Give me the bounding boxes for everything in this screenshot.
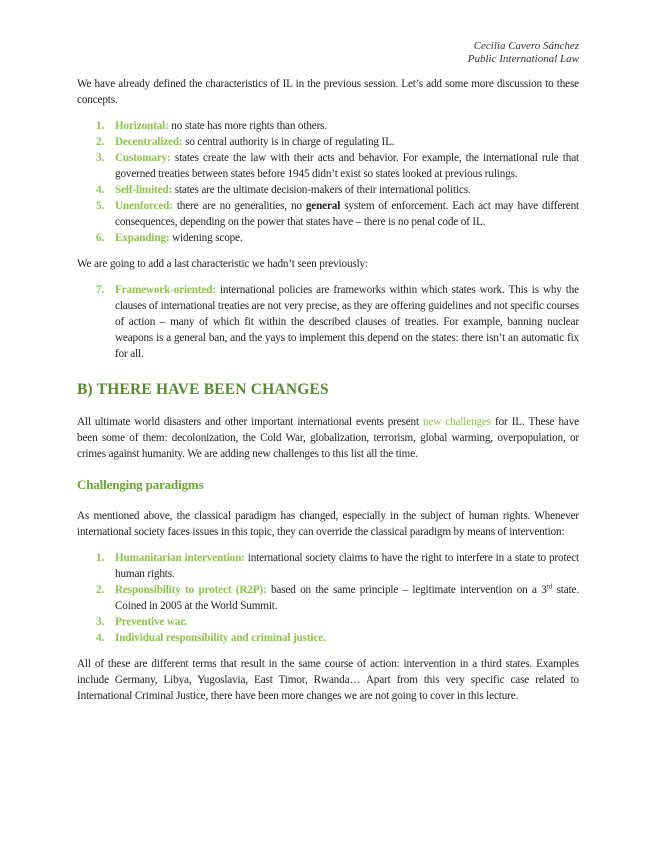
term-preventive-war: Preventive war. bbox=[115, 616, 187, 628]
term-r2p: Responsibility to protect (R2P): bbox=[115, 584, 267, 596]
list-item: 6. Expanding: widening scope. bbox=[96, 232, 243, 244]
add-intro-paragraph: We are going to add a last characteristic we hadn’t seen previously: bbox=[77, 258, 368, 270]
term-self-limited: Self-limited: bbox=[115, 184, 173, 196]
paradigms-list bbox=[77, 550, 579, 646]
paradigms-intro-paragraph: As mentioned above, the classical paradigm has changed, especially in the subject of human rights. Whenever international society faces issues in this topic, they can override the classical paradigm by means of intervention: bbox=[77, 510, 579, 538]
intro-paragraph: We have already defined the characteristics of IL in the previous session. Let’s add some more discussion to these concepts. bbox=[77, 78, 579, 106]
list-item: 1. Horizontal: no state has more rights than others. bbox=[96, 120, 328, 132]
page-header bbox=[468, 40, 579, 66]
list-item: 1. Humanitarian intervention: international society claims to have the right to interfere in a state to protect human rights. bbox=[96, 552, 579, 580]
term-decentralized: Decentralized: bbox=[115, 136, 183, 148]
new-challenges-highlight: new challenges bbox=[423, 416, 491, 428]
term-framework-oriented: Framework-oriented: bbox=[115, 284, 216, 296]
document-body bbox=[77, 76, 579, 704]
term-customary: Customary: bbox=[115, 152, 171, 164]
header-author: Cecilia Cavero Sánchez bbox=[473, 40, 579, 52]
term-humanitarian-intervention: Humanitarian intervention: bbox=[115, 552, 245, 564]
list-item: 2. Responsibility to protect (R2P): based on the same principle – legitimate intervention on a 3rd state. Coined in 2005 at the World Summit. bbox=[96, 582, 579, 612]
list-item: 4. Self-limited: states are the ultimate decision-makers of their international politics. bbox=[96, 184, 471, 196]
term-individual-responsibility: Individual responsibility and criminal justice. bbox=[115, 632, 326, 644]
list-item: 4. Individual responsibility and criminal justice. bbox=[96, 632, 326, 644]
list-item: 5. Unenforced: there are no generalities, no general system of enforcement. Each act may have different consequences, depending on the power that states have – there is no penal code of IL. bbox=[96, 200, 579, 228]
list-item: 3. Customary: states create the law with their acts and behavior. For example, the international rule that governed treaties between states before 1945 didn’t exist so states looked at previous rulings. bbox=[96, 152, 579, 180]
term-expanding: Expanding: bbox=[115, 232, 170, 244]
list-item: 3. Preventive war. bbox=[96, 616, 187, 628]
section-b-heading: B) THERE HAVE BEEN CHANGES bbox=[77, 381, 329, 398]
extra-characteristic-list bbox=[77, 282, 579, 362]
characteristics-list bbox=[77, 118, 579, 246]
closing-paragraph: All of these are different terms that result in the same course of action: intervention in a third states. Examples include Germany, Libya, Yugoslavia, East Timor, Rwanda… Apart from this very specific case related to International Criminal Justice, there have been more changes we are not going to cover in this lecture. bbox=[77, 658, 579, 702]
list-item: 7. Framework-oriented: international policies are frameworks within which states work. This is why the clauses of international treaties are not very precise, as they are offering guidelines and not specific courses of action – many of which fit within the described clauses of treaties. For example, banning nuclear weapons is a general ban, and the yays to implement this depend on the states: there isn’t an automatic fix for all. bbox=[96, 284, 579, 360]
list-item: 2. Decentralized: so central authority is in charge of regulating IL. bbox=[96, 136, 395, 148]
term-horizontal: Horizontal: bbox=[115, 120, 169, 132]
term-unenforced: Unenforced: bbox=[115, 200, 173, 212]
header-subject: Public International Law bbox=[467, 53, 579, 65]
section-b-paragraph: All ultimate world disasters and other important international events present new challenges for IL. These have been some of them: decolonization, the Cold War, globalization, terrorism, global warming, overpopulation, or crimes against humanity. We are adding new challenges to this list all the time. bbox=[77, 416, 579, 460]
paradigms-heading: Challenging paradigms bbox=[77, 477, 204, 492]
